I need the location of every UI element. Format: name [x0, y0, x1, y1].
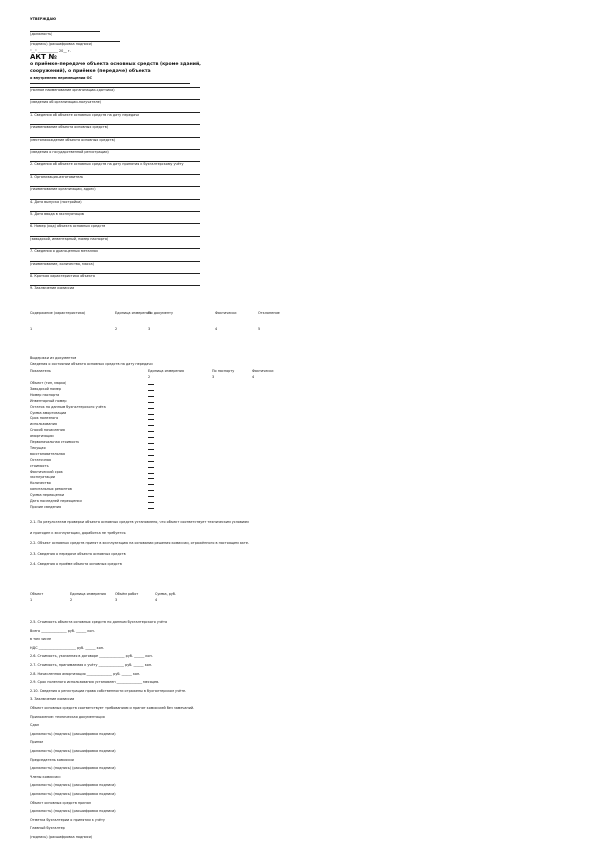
text-line: и пригоден к эксплуатации, доработка не требуется. [30, 530, 127, 535]
table-cell-dash [148, 508, 154, 509]
table-row: Остаток по данным бухгалтерского учёта [30, 404, 106, 409]
table-cell-dash [148, 402, 154, 403]
text-line: НДС ______________________ руб. ______ коп. [30, 645, 105, 650]
table-row: Номер паспорта [30, 392, 60, 397]
table-row: стоимость [30, 463, 49, 468]
table-header: Единица измерения [115, 311, 151, 315]
table-cell-dash [148, 478, 154, 479]
table-header: Объём работ [115, 592, 139, 596]
approve-date: "__" ____________ 20__ г. [30, 49, 71, 53]
column-number: 5 [258, 327, 261, 331]
table-cell-dash [148, 496, 154, 497]
title-line-1: о приёмке-передаче объекта основных средств (кроме зданий, [30, 62, 201, 67]
text-line: 2.4. Сведения о приёме объекта основных средств [30, 562, 122, 566]
table-row: Текущая [30, 445, 46, 450]
text-line: 4. Дата выпуска (постройки) [30, 199, 82, 204]
text-line: (заводской, инвентарный, номер паспорта) [30, 236, 109, 241]
column-number: 3 [115, 598, 118, 602]
column-number: 2 [70, 598, 73, 602]
text-line: 9. Заключение комиссии [30, 286, 75, 291]
text-line: Объект основных средств соответствует требованиям и принят комиссией без замечаний. [30, 706, 195, 710]
table-header: Содержание (характеристика) [30, 311, 86, 315]
approve-signature: (подпись) (расшифровка подписи) [30, 42, 93, 46]
table-header: По документу [148, 311, 174, 315]
text-line: 2.10. Сведения о регистрации права собственности отражены в бухгалтерском учёте. [30, 688, 187, 693]
table-cell-dash [148, 408, 154, 409]
text-line: 3. Заключение комиссии [30, 697, 75, 702]
text-line: Члены комиссии: [30, 774, 61, 779]
divider [30, 285, 200, 286]
text-line: (наименование организации, адрес) [30, 187, 96, 192]
text-line: Главный бухгалтер [30, 826, 65, 831]
divider [30, 236, 200, 237]
column-number: 2 [148, 375, 151, 379]
table-header: Показатель [30, 369, 51, 373]
divider [30, 211, 200, 212]
divider [30, 87, 200, 88]
text-line: 3. Организация-изготовитель [30, 174, 84, 179]
text-line: (должность) (подпись) (расшифровка подписи) [30, 783, 116, 788]
table-header: Единица измерения [148, 369, 184, 373]
table-row: Первоначальная стоимость [30, 440, 80, 444]
text-line: 7. Сведения о драгоценных металлах [30, 249, 99, 254]
text-line: Председатель комиссии [30, 757, 74, 762]
text-line: 2.5. Стоимость объекта основных средств по данным бухгалтерского учёта [30, 620, 168, 624]
text-line: Приложение: техническая документация [30, 714, 105, 719]
table-row: Фактический срок [30, 469, 63, 474]
table-header: Объект [30, 592, 44, 596]
text-line: 6. Номер (код) объекта основных средств [30, 224, 106, 229]
table-header: Отклонение [258, 311, 280, 315]
table-row: Дата последней переоценки [30, 499, 82, 503]
divider [30, 124, 200, 125]
text-line: 2.7. Стоимость, принимаемая к учёту _______________ руб. ______ коп. [30, 663, 153, 667]
table-row: капитальных ремонтов [30, 487, 72, 492]
column-number: 4 [215, 327, 218, 331]
divider [30, 161, 200, 162]
table-row: Срок полезного [30, 416, 59, 421]
divider [30, 112, 200, 113]
text-line: Всего _______________ руб. ______ коп. [30, 628, 95, 633]
table-cell-dash [148, 484, 154, 485]
section2-intro-2: Сведения о состоянии объекта основных средств на дату передачи [30, 362, 153, 366]
divider [30, 273, 200, 274]
text-line: 2. Сведения об объекте основных средств на дату принятия к бухгалтерскому учёту [30, 162, 184, 167]
text-line: (местонахождение объекта основных средств) [30, 137, 115, 142]
text-line: (должность) (подпись) (расшифровка подписи) [30, 792, 116, 796]
table-cell-dash [148, 473, 154, 474]
table-cell-dash [148, 490, 154, 491]
table-cell-dash [148, 467, 154, 468]
table-header: Сумма, руб. [155, 592, 177, 596]
approve-position: (должность) [30, 32, 53, 36]
table-row: восстановительная [30, 451, 65, 456]
table-cell-dash [148, 384, 154, 385]
column-number: 4 [252, 375, 255, 379]
table-row: Остаточная [30, 457, 51, 462]
text-line: 8. Краткая характеристика объекта [30, 274, 95, 278]
table-row: Сумма переоценки [30, 493, 65, 498]
text-line: Принял [30, 740, 44, 745]
text-line: (должность) (подпись) (расшифровка подписи) [30, 809, 116, 814]
text-line: Сдал [30, 723, 39, 728]
divider [30, 186, 200, 187]
table-cell-dash [148, 449, 154, 450]
divider [30, 174, 200, 175]
text-line: (должность) (подпись) (расшифровка подписи) [30, 749, 116, 753]
text-line: (подпись) (расшифровка подписи) [30, 835, 93, 839]
table-cell-dash [148, 437, 154, 438]
text-line: 2.3. Сведения о передаче объекта основных средств [30, 551, 126, 556]
table-cell-dash [148, 461, 154, 462]
table-row: Способ начисления [30, 428, 65, 433]
text-line: (полное наименование организации-сдатчика) [30, 88, 115, 92]
divider [30, 248, 200, 249]
column-number: 2 [115, 327, 118, 331]
approve-label: УТВЕРЖДАЮ [30, 17, 57, 21]
text-line: Объект основных средств принял [30, 800, 91, 805]
column-number: 1 [30, 327, 33, 331]
table-header: Фактически [215, 311, 237, 315]
text-line: (сведения о государственной регистрации) [30, 150, 109, 154]
column-number: 3 [212, 375, 215, 379]
table-cell-dash [148, 390, 154, 391]
divider [30, 261, 200, 262]
text-line: (должность) (подпись) (расшифровка подписи) [30, 766, 116, 771]
text-line: (наименование объекта основных средств) [30, 125, 109, 130]
column-number: 4 [155, 598, 158, 602]
divider [30, 99, 200, 100]
divider [30, 83, 190, 84]
text-line: 2.2. Объект основных средств принят в эксплуатацию на основании решения комиссии, отражённого в настоящем акте. [30, 541, 250, 545]
table-row: Прочие сведения [30, 504, 61, 509]
table-header: По паспорту [212, 369, 235, 373]
table-cell-dash [148, 419, 154, 420]
table-cell-dash [148, 425, 154, 426]
table-cell-dash [148, 414, 154, 415]
text-line: 2.1. По результатам проверки объекта основных средств установлено, что объект соответствует техническим условиям [30, 520, 249, 524]
divider [30, 223, 200, 224]
text-line: 5. Дата ввода в эксплуатацию [30, 212, 85, 216]
table-cell-dash [148, 431, 154, 432]
act-number: АКТ № [30, 53, 57, 61]
text-line: (сведения об организации-получателе) [30, 100, 101, 105]
text-line: (наименование, количество, масса) [30, 261, 94, 266]
column-number: 3 [148, 327, 151, 331]
table-cell-dash [148, 455, 154, 456]
divider [30, 149, 200, 150]
table-row: Количество [30, 481, 51, 486]
section2-intro-1: Выдержки из документов [30, 356, 77, 360]
table-row: эксплуатации [30, 475, 56, 480]
table-header: Фактически [252, 369, 274, 373]
text-line: 2.6. Стоимость, указанная в договоре _______________ руб. ______ коп. [30, 654, 153, 659]
divider [30, 199, 200, 200]
text-line: Отметка бухгалтерии о принятии к учёту [30, 817, 105, 822]
table-row: Заводской номер [30, 386, 62, 391]
text-line: 2.8. Начисленная амортизация _______________ руб. ______ коп. [30, 671, 141, 676]
text-line: (должность) (подпись) (расшифровка подписи) [30, 731, 116, 736]
column-number: 1 [30, 598, 33, 602]
table-row: Объект (тип, марка) [30, 381, 67, 385]
table-cell-dash [148, 396, 154, 397]
title-line-2: сооружений), о приёмке (передаче) объекта [30, 69, 151, 74]
text-line: 1. Сведения об объекте основных средств на дату передачи [30, 112, 140, 117]
table-row: использования [30, 422, 57, 427]
table-row: Сумма амортизации [30, 410, 67, 415]
text-line: в том числе [30, 637, 52, 642]
table-header: Единица измерения [70, 592, 106, 596]
title-line-3: о внутреннем перемещении ОС [30, 76, 92, 80]
text-line: 2.9. Срок полезного использования установлен _______________ месяцев. [30, 680, 160, 685]
divider [30, 137, 200, 138]
table-row: амортизации [30, 434, 54, 439]
table-cell-dash [148, 443, 154, 444]
table-row: Инвентарный номер [30, 398, 67, 403]
table-cell-dash [148, 502, 154, 503]
